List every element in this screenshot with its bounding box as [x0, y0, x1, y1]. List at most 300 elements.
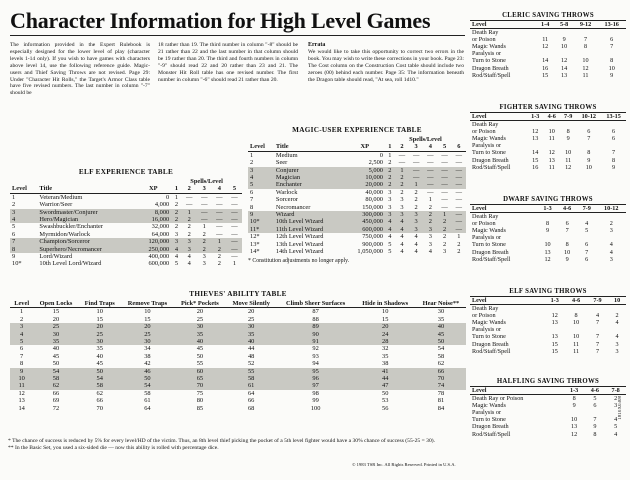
- thief-table-cell: 50: [52, 360, 60, 368]
- cleric-save-cell: 12: [542, 43, 549, 51]
- dwarf-save-cell: [597, 234, 627, 241]
- thief-table-cell: 35: [437, 315, 445, 323]
- halfling-save-cell: [605, 409, 626, 416]
- elf-table-cell: Hero/Magician: [37, 216, 135, 223]
- mu-table-cell: —: [452, 181, 466, 188]
- fighter-save-cell: Magic Wands: [472, 135, 506, 143]
- mu-table-cell: —: [441, 159, 448, 167]
- mu-table-cell: Wizard: [274, 211, 345, 218]
- elf-table-cell: 4,000: [154, 201, 170, 209]
- elf-table-row: [10, 246, 242, 253]
- thief-table-cell: 93: [312, 352, 319, 360]
- elf-save-cell: 13: [551, 333, 558, 341]
- mu-table-cell: —: [409, 167, 423, 174]
- fighter-save-header-cell: 1-3: [527, 113, 543, 121]
- mu-table-row: [248, 151, 466, 159]
- elf-save-header-cell: 1-3: [544, 297, 565, 305]
- thief-table-cell: 35: [96, 345, 103, 353]
- thief-table-cell: 62: [33, 382, 78, 389]
- thief-table-cell: 15: [144, 315, 151, 323]
- elf-save-header-cell: 10: [608, 297, 626, 305]
- dwarf-save-row: [470, 249, 626, 256]
- thief-table-cell: 72: [52, 404, 60, 412]
- halfling-save-title: HALFLING SAVING THROWS: [496, 378, 600, 385]
- elf-table-row: [10, 231, 242, 238]
- mu-table-grid: [248, 136, 466, 256]
- page-title: Character Information for High Level Games: [10, 8, 431, 33]
- elf-table-cell: 1: [12, 193, 16, 201]
- thief-header-cell: Remove Traps: [121, 300, 174, 308]
- dwarf-save-cell: 6: [585, 241, 589, 249]
- halfling-save-header-row: [470, 387, 626, 395]
- cleric-save-cell: Dragon Breath: [472, 64, 509, 72]
- intro-column-3: [308, 42, 464, 83]
- thief-table-cell: 61: [144, 397, 151, 405]
- dwarf-save-cell: [577, 213, 597, 221]
- elf-table-cell: 120,000: [135, 238, 171, 245]
- elf-save-cell: 3: [615, 340, 619, 348]
- thieves-ability-table: [10, 290, 466, 412]
- elf-spells-label: Spells/Level: [190, 178, 223, 185]
- elf-table-cell: Warrior/Seer: [39, 201, 73, 209]
- halfling-save-cell: 4: [614, 416, 618, 424]
- mu-table-cell: 5: [388, 240, 392, 248]
- dwarf-save-cell: 12: [544, 255, 551, 263]
- fighter-save-cell: 11: [548, 163, 555, 171]
- thief-table-cell: 25: [33, 323, 78, 330]
- dwarf-save-cell: [538, 213, 558, 221]
- elf-table-cell: 16,000: [135, 216, 171, 223]
- mu-table-cell: 12*: [250, 233, 260, 241]
- mu-table-cell: 1: [457, 233, 461, 241]
- mu-table-cell: Sorceror: [275, 196, 298, 204]
- fighter-save-title: FIGHTER SAVING THROWS: [499, 104, 597, 111]
- dwarf-save-cell: Dragon Breath: [472, 248, 509, 256]
- dwarf-save-cell: [577, 234, 597, 241]
- elf-save-cell: [565, 305, 586, 313]
- halfling-save-cell: 9: [593, 423, 597, 431]
- fighter-save-header-cell: 7-9: [560, 113, 576, 121]
- elf-table-row: [10, 201, 242, 208]
- thief-table-cell: 20: [247, 308, 255, 316]
- thief-table-cell: 15: [52, 308, 60, 316]
- mu-table-note: * Constitution adjustments no longer apply.: [248, 257, 350, 264]
- mu-table-cell: —: [455, 151, 463, 159]
- mu-table-cell: —: [452, 226, 466, 233]
- cleric-save-header-cell: 9-12: [574, 21, 598, 29]
- halfling-save-cell: [564, 409, 585, 416]
- mu-table-row: [248, 189, 466, 196]
- elf-table-row: [10, 193, 242, 201]
- thief-table-cell: 10: [382, 308, 389, 316]
- halfling-save-header-cell: 4-6: [585, 387, 606, 395]
- elf-table-cell: —: [212, 209, 227, 216]
- thief-table-cell: 12: [18, 389, 25, 397]
- elf-save-cell: [544, 305, 565, 313]
- thief-table-cell: 48: [247, 352, 255, 360]
- mu-header-cell: 3: [409, 143, 423, 151]
- dwarf-save-cell: 13: [544, 248, 551, 256]
- footnotes: [8, 438, 468, 452]
- thief-table-cell: 44: [355, 375, 416, 382]
- thief-table-cell: 55: [196, 360, 204, 368]
- mu-table-cell: —: [455, 196, 463, 204]
- mu-table-cell: 3: [409, 211, 423, 218]
- thief-table-cell: 2: [20, 315, 24, 323]
- thief-table-cell: 25: [196, 315, 204, 323]
- mu-table-cell: —: [398, 151, 406, 159]
- elf-header-cell: 4: [212, 185, 227, 193]
- dwarf-save-cell: [597, 213, 627, 221]
- elf-table-cell: 2: [171, 216, 181, 223]
- elf-table-cell: 32,000: [151, 223, 170, 231]
- dwarf-save-row: [470, 234, 626, 241]
- dwarf-save-header-cell: 10-12: [597, 205, 627, 213]
- elf-table-cell: 6: [12, 230, 16, 238]
- cleric-saving-throws: [470, 12, 626, 79]
- mu-table-cell: 3: [385, 211, 395, 218]
- mu-table-cell: —: [423, 174, 437, 181]
- elf-table-cell: —: [231, 253, 238, 261]
- thief-table-cell: 35: [33, 338, 78, 345]
- elf-save-cell: [544, 326, 565, 333]
- cleric-save-header-cell: 5-8: [555, 21, 574, 29]
- mu-table-row: [248, 241, 466, 248]
- mu-table-cell: 2: [414, 188, 418, 196]
- thief-table-cell: 70: [416, 375, 466, 382]
- mu-table-cell: 3: [409, 218, 423, 225]
- thief-table-row: [10, 353, 466, 360]
- mu-table-cell: Seer: [275, 159, 288, 167]
- thief-table-cell: 14: [18, 404, 25, 412]
- thief-table-cell: 99: [312, 397, 319, 405]
- dwarf-save-cell: 4: [585, 220, 589, 228]
- fighter-save-cell: [576, 121, 601, 129]
- elf-save-row: [470, 341, 626, 348]
- mu-table-cell: —: [455, 159, 463, 167]
- thief-table-cell: 98: [312, 389, 319, 397]
- mu-table-cell: 3: [400, 203, 404, 211]
- fighter-save-cell: 11: [565, 156, 572, 164]
- thief-table-cell: 66: [96, 397, 103, 405]
- cleric-save-cell: [574, 29, 598, 37]
- elf-table-cell: —: [227, 216, 242, 223]
- thief-table-cell: 54: [437, 345, 445, 353]
- mu-table-cell: 2: [385, 167, 395, 174]
- dwarf-save-cell: 5: [585, 227, 589, 235]
- elf-table-cell: 7: [10, 238, 37, 245]
- elf-table-cell: 250,000: [135, 246, 171, 253]
- thief-table-cell: 68: [247, 404, 255, 412]
- mu-table-cell: —: [412, 159, 420, 167]
- thief-table-row: [10, 375, 466, 382]
- mu-table-cell: —: [455, 203, 463, 211]
- thief-header-cell: Find Traps: [79, 300, 121, 308]
- cleric-save-cell: 14: [542, 57, 549, 65]
- elf-table-cell: —: [227, 238, 242, 245]
- thief-table-cell: 64: [144, 404, 151, 412]
- cleric-save-grid: [470, 20, 626, 79]
- elf-header-cell: 3: [197, 185, 212, 193]
- mu-table-cell: —: [452, 174, 466, 181]
- thief-header-cell: Pick* Pockets: [174, 300, 226, 308]
- mu-table-cell: 6: [250, 188, 254, 196]
- dwarf-save-cell: 6: [585, 255, 589, 263]
- mu-table-cell: 9: [248, 211, 274, 218]
- cleric-save-head: [470, 21, 626, 29]
- halfling-save-cell: 13: [571, 423, 578, 431]
- dwarf-save-cell: 7: [565, 227, 569, 235]
- elf-table-cell: —: [231, 223, 238, 231]
- elf-save-header-row: [470, 297, 626, 305]
- thief-table-cell: 45: [196, 345, 204, 353]
- thief-table-cell: 30: [226, 323, 277, 330]
- elf-table-cell: 2: [187, 230, 191, 238]
- halfling-save-header-cell: 1-3: [564, 387, 585, 395]
- elf-table-cell: Swordmaster/Conjurer: [37, 209, 135, 216]
- thief-table-body: [10, 308, 466, 412]
- elf-table-cell: 600,000: [148, 260, 170, 268]
- thief-table-cell: 41: [355, 368, 416, 375]
- thief-table-cell: 78: [437, 389, 445, 397]
- elf-table-cell: 2: [197, 238, 212, 245]
- mu-table-cell: 450,000: [344, 218, 384, 225]
- elf-table-cell: 3: [182, 246, 197, 253]
- elf-save-cell: 11: [573, 347, 580, 355]
- mu-table-cell: 7: [250, 196, 254, 204]
- mu-table-cell: 1: [437, 211, 451, 218]
- dwarf-save-row: [470, 227, 626, 234]
- elf-table-cell: 400,000: [148, 253, 170, 261]
- elf-header-cell: 5: [227, 185, 242, 193]
- mu-table-cell: 1: [428, 196, 432, 204]
- thief-table-cell: 88: [312, 315, 319, 323]
- dwarf-save-header-cell: 4-6: [557, 205, 577, 213]
- mu-table-cell: 2: [395, 181, 409, 188]
- halfling-save-cell: Rod/Staff/Spell: [472, 430, 511, 438]
- thief-table-cell: 97: [277, 382, 355, 389]
- dwarf-save-cell: 4: [609, 248, 613, 256]
- mu-table-cell: Magician: [274, 174, 345, 181]
- halfling-save-body: [470, 395, 626, 438]
- fighter-save-cell: [527, 142, 543, 149]
- cleric-save-header-cell: 13-16: [597, 21, 626, 29]
- mu-table-cell: 13th Level Wizard: [275, 240, 324, 248]
- cleric-save-cell: [597, 29, 626, 37]
- thief-header-row: [10, 300, 466, 308]
- dwarf-save-cell: 10: [544, 241, 551, 249]
- mu-table-cell: —: [427, 151, 434, 159]
- thief-table-row: [10, 382, 466, 389]
- halfling-save-header-cell: 7-8: [605, 387, 626, 395]
- mu-table-cell: Medium: [275, 151, 298, 159]
- elf-table-cell: 2: [182, 216, 197, 223]
- mu-table-cell: 2: [400, 188, 404, 196]
- elf-save-row: [470, 312, 626, 319]
- thief-table-cell: 9: [10, 368, 33, 375]
- halfling-save-head: [470, 387, 626, 395]
- fighter-save-row: [470, 128, 626, 135]
- mu-table-cell: —: [437, 181, 451, 188]
- fighter-save-head: [470, 113, 626, 121]
- thief-table-cell: 45: [52, 352, 60, 360]
- elf-table-row: [10, 253, 242, 260]
- elf-save-header-cell: 4-6: [565, 297, 586, 305]
- elf-table-cell: 3: [202, 260, 206, 268]
- thief-table-cell: 50: [196, 352, 204, 360]
- mu-table-row: [248, 211, 466, 218]
- thief-table-cell: 25: [121, 331, 174, 338]
- elf-table-cell: —: [216, 230, 223, 238]
- thief-table-cell: 42: [144, 360, 151, 368]
- elf-table-cell: 8,000: [135, 209, 171, 216]
- thief-table-row: [10, 331, 466, 338]
- elf-save-cell: 13: [551, 319, 558, 327]
- cleric-save-cell: Paralysis or: [472, 50, 502, 58]
- fighter-save-header-cell: Level: [470, 113, 527, 121]
- fighter-save-cell: 7: [587, 135, 591, 143]
- elf-table-cell: 64,000: [151, 230, 170, 238]
- halfling-saving-throws: [470, 378, 626, 438]
- elf-table-cell: —: [216, 223, 223, 231]
- thief-table-cell: 54: [79, 375, 121, 382]
- fighter-save-cell: 10: [565, 149, 572, 157]
- dwarf-save-row: [470, 256, 626, 263]
- elf-table-cell: —: [216, 193, 223, 201]
- dwarf-save-cell: 9: [546, 227, 550, 235]
- dwarf-save-cell: Paralysis or: [472, 234, 502, 242]
- thief-table-cell: 50: [121, 375, 174, 382]
- dwarf-save-cell: Death Ray: [472, 213, 499, 221]
- elf-save-header-cell: 7-9: [587, 297, 608, 305]
- elf-table-cell: 3: [182, 238, 197, 245]
- thief-table-cell: 50: [416, 338, 466, 345]
- thief-table-cell: 30: [174, 323, 226, 330]
- mu-table-cell: 2: [428, 203, 432, 211]
- mu-table-cell: 150,000: [362, 203, 383, 211]
- thief-table-row: [10, 316, 466, 323]
- thief-table-cell: 69: [52, 397, 60, 405]
- mu-table-cell: 4: [400, 248, 404, 256]
- mu-table-row: [248, 196, 466, 203]
- fighter-save-cell: 9: [612, 163, 616, 171]
- fighter-save-cell: [527, 121, 543, 129]
- dwarf-save-header-row: [470, 205, 626, 213]
- mu-table-cell: 2: [385, 181, 395, 188]
- elf-save-head: [470, 297, 626, 305]
- cleric-save-cell: 11: [542, 36, 549, 44]
- thief-table-cell: 30: [121, 338, 174, 345]
- elf-table-row: [10, 216, 242, 223]
- elf-table-cell: 2: [171, 209, 181, 216]
- fighter-save-cell: Turn to Stone: [472, 149, 506, 157]
- thief-table-cell: 35: [174, 331, 226, 338]
- elf-table-cell: 5: [174, 260, 179, 268]
- cleric-save-cell: 6: [610, 36, 614, 44]
- cleric-save-cell: 13: [561, 71, 568, 79]
- elf-save-cell: 4: [615, 333, 619, 341]
- thief-table-cell: 30: [437, 308, 445, 316]
- mu-table-cell: 2,500: [368, 159, 383, 167]
- thief-table-cell: 75: [196, 389, 204, 397]
- elf-save-grid: [470, 296, 626, 355]
- halfling-save-row: [470, 409, 626, 416]
- mu-table-cell: 300,000: [344, 211, 384, 218]
- elf-save-cell: [608, 326, 626, 333]
- elf-save-cell: 11: [573, 340, 580, 348]
- mu-table-cell: 4: [385, 218, 395, 225]
- thief-table-cell: 87: [312, 308, 319, 316]
- footnote-1: * The chance of success is reduced by 5% for every level/HD of the victim. Thus, an 8th level thief picking the pocket of a 5th level fighter would have a 30% chance of success (55-25 = 30).: [8, 438, 436, 444]
- elf-table-body: [10, 193, 242, 268]
- thief-table-cell: 3: [10, 323, 33, 330]
- elf-save-cell: 7: [595, 319, 600, 327]
- elf-table-cell: 4: [187, 260, 191, 268]
- elf-table-cell: 1: [174, 193, 179, 201]
- elf-table-cell: Superhero/Necromancer: [37, 246, 135, 253]
- thief-table-cell: 25: [79, 331, 121, 338]
- thief-table-cell: 6: [20, 345, 24, 353]
- thief-table-cell: 55: [226, 368, 277, 375]
- elf-table-title: ELF EXPERIENCE TABLE: [78, 168, 174, 176]
- cleric-save-cell: 16: [542, 64, 549, 72]
- fighter-save-cell: 7: [612, 149, 616, 157]
- mu-table-cell: 3: [388, 188, 392, 196]
- mu-table-cell: 750,000: [362, 233, 383, 241]
- mu-table-cell: 1: [409, 181, 423, 188]
- mu-table-row: [248, 248, 466, 255]
- mu-table-cell: 11*: [248, 226, 274, 233]
- halfling-save-grid: [470, 386, 626, 438]
- thief-table-cell: 7: [20, 352, 24, 360]
- mu-table-cell: 4: [414, 233, 418, 241]
- mu-table-cell: 1: [395, 167, 409, 174]
- mu-table-row: [248, 167, 466, 174]
- cleric-save-cell: 9: [562, 36, 566, 44]
- dwarf-save-cell: or Poison: [472, 220, 496, 228]
- dwarf-save-cell: 7: [585, 248, 589, 256]
- thief-table-cell: 80: [196, 397, 204, 405]
- thief-table-row: [10, 360, 466, 367]
- elf-table-cell: 3: [171, 238, 181, 245]
- mu-table-cell: 10*: [248, 218, 274, 225]
- fighter-save-cell: [560, 142, 576, 149]
- mu-table-cell: —: [409, 174, 423, 181]
- dwarf-save-cell: Turn to Stone: [472, 241, 506, 249]
- thief-table-cell: 56: [382, 404, 389, 412]
- mu-table-cell: —: [452, 218, 466, 225]
- mu-table-cell: Necromancer: [275, 203, 311, 211]
- mu-table-cell: 5: [388, 248, 392, 256]
- thief-table-cell: 50: [79, 368, 121, 375]
- mu-table-cell: 600,000: [344, 226, 384, 233]
- fighter-save-cell: [576, 142, 601, 149]
- elf-table-cell: 2: [217, 253, 221, 261]
- cleric-save-row: [470, 65, 626, 72]
- halfling-save-cell: 8: [593, 430, 597, 438]
- thief-table-row: [10, 368, 466, 375]
- halfling-save-cell: 7: [593, 416, 597, 424]
- mu-table-cell: 1: [250, 151, 254, 159]
- mu-table-cell: 3: [428, 233, 432, 241]
- elf-save-cell: 7: [595, 333, 600, 341]
- mu-table-cell: 4: [414, 248, 418, 256]
- mu-header-cell: 4: [423, 143, 437, 151]
- mu-table-row: [248, 233, 466, 240]
- mu-table-cell: Conjurer: [274, 167, 345, 174]
- mu-table-cell: 4: [395, 218, 409, 225]
- thief-table-grid: [10, 300, 466, 412]
